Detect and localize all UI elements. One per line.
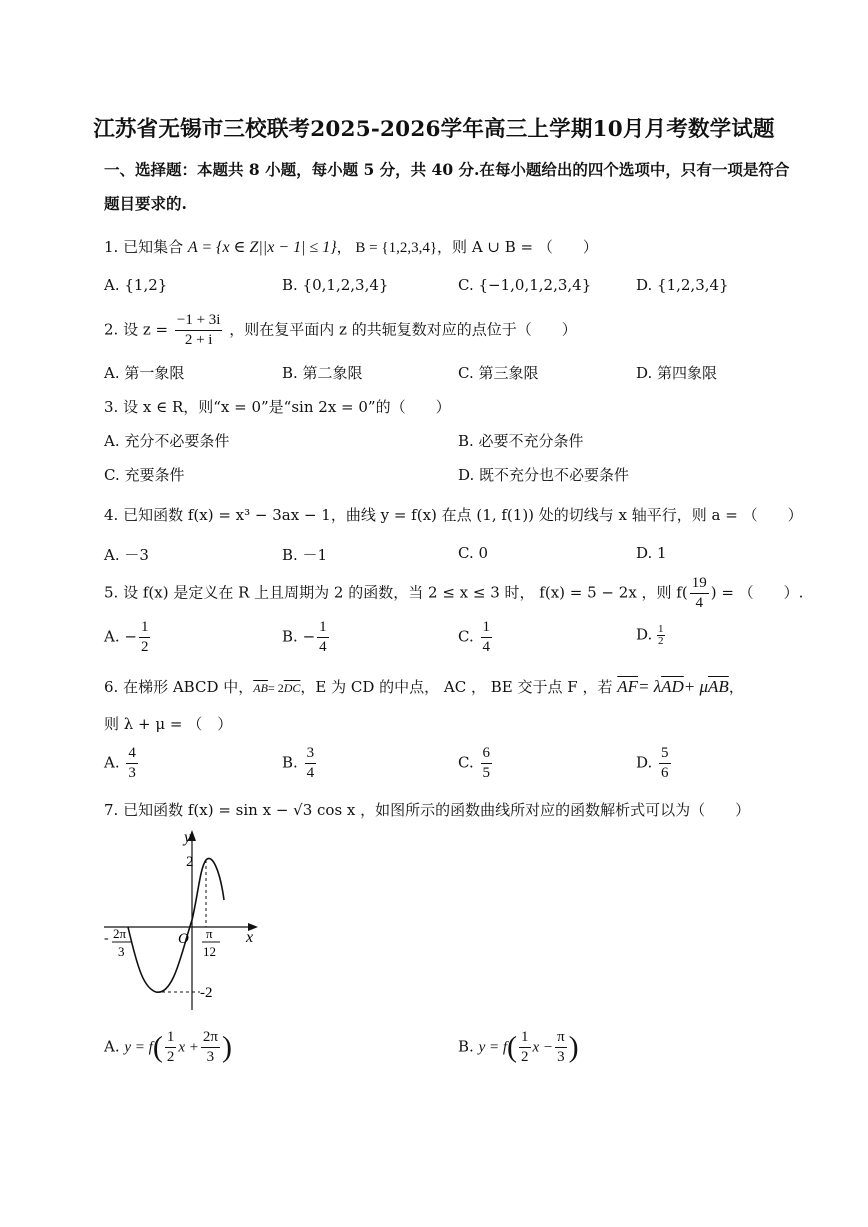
q7-option-b[interactable] [458, 1028, 579, 1067]
q6-option-a-frac [126, 744, 138, 783]
q7-option-a-rparen: ) [221, 1030, 232, 1064]
q6-vec-ab: $\overline{AB}$ [253, 681, 268, 695]
q7-option-a[interactable] [104, 1028, 232, 1067]
q5-option-b-frac [317, 618, 329, 657]
right-tick-num: π [206, 926, 213, 941]
q5-option-c-label: C. [458, 627, 474, 646]
q3-option-b[interactable]: B. 必要不充分条件 [458, 432, 584, 450]
q5-option-a-den: 2 [140, 639, 149, 655]
q3-option-a[interactable]: A. 充分不必要条件 [104, 432, 230, 450]
x-axis-label: x [246, 929, 254, 946]
q5-suffix: ) = （ ）. [710, 583, 804, 602]
q1-option-d[interactable]: D. {1,2,3,4} [636, 276, 729, 294]
q6-option-d[interactable] [636, 744, 673, 783]
q5-option-d-label: D. [636, 625, 653, 644]
q7-option-a-shift-num: 2π [201, 1028, 220, 1048]
q1-prefix: 1. 已知集合 [104, 238, 184, 256]
q6-plus-mu: + μ [683, 677, 709, 696]
q4-option-d[interactable]: D. 1 [636, 544, 667, 562]
q6-text-b: ，E 为 CD 的中点， AC ， BE 交于点 F ，若 [300, 678, 613, 696]
q6-option-a-label: A. [104, 753, 120, 772]
q6-vec-ad: $\overline{AD}$ [661, 677, 684, 696]
q1-option-a[interactable]: A. {1,2} [104, 276, 168, 294]
left-tick-num: 2π [113, 926, 127, 941]
q3-option-c[interactable]: C. 充要条件 [104, 466, 185, 484]
q7-option-b-shift [555, 1028, 567, 1067]
question-5 [104, 574, 803, 613]
q6-option-d-label: D. [636, 753, 653, 772]
q6-option-b-num: 3 [305, 744, 317, 764]
q5-option-b-label: B. [282, 627, 298, 646]
q7-option-b-coef-den: 2 [521, 1049, 529, 1065]
question-1 [104, 236, 598, 257]
left-tick-den: 3 [118, 944, 125, 959]
q2-denominator: 2 + i [184, 332, 213, 348]
q6-option-a-num: 4 [126, 744, 138, 764]
q4-option-c[interactable]: C. 0 [458, 544, 489, 562]
q5-option-a-label: A. [104, 627, 120, 646]
q7-option-b-pre: y = f [478, 1039, 508, 1056]
q6-option-a-den: 3 [128, 765, 136, 781]
q6-eq2: = λ [638, 677, 662, 696]
q7-option-a-shift [201, 1028, 220, 1067]
question-6-line2: 则 λ + μ = （ ） [104, 715, 233, 733]
q1-suffix: ，则 A ∪ B = （ ） [437, 238, 598, 256]
q5-option-c[interactable] [458, 618, 494, 657]
q7-option-a-coef [165, 1028, 177, 1067]
q2-option-a[interactable]: A. 第一象限 [104, 364, 185, 382]
q6-comma: ， [728, 678, 744, 696]
q5-option-a-frac [139, 618, 151, 657]
q5-option-d[interactable] [636, 624, 665, 647]
q6-option-b-label: B. [282, 753, 298, 772]
q5-option-c-frac [481, 618, 493, 657]
q6-option-c-label: C. [458, 753, 474, 772]
question-3: 3. 设 x ∈ R，则“x = 0”是“sin 2x = 0”的（ ） [104, 398, 451, 416]
q5-option-c-den: 4 [482, 639, 490, 655]
q7-option-a-coef-den: 2 [166, 1049, 175, 1065]
q2-option-b[interactable]: B. 第二象限 [282, 364, 363, 382]
q7-function-graph [96, 820, 276, 1020]
q6-option-b[interactable] [282, 744, 318, 783]
q6-option-d-num: 5 [659, 744, 671, 764]
exam-title: 江苏省无锡市三校联考2025-2026学年高三上学期10月月考数学试题 [93, 117, 775, 142]
q7-option-a-label: A. [104, 1037, 120, 1056]
q5-option-b-den: 4 [319, 639, 327, 655]
q7-option-a-pre: y = f [124, 1039, 153, 1056]
q6-vec-ab2: $\overline{AB}$ [708, 677, 729, 696]
q5-frac-den: 4 [695, 595, 703, 611]
q1-option-b[interactable]: B. {0,1,2,3,4} [282, 276, 389, 294]
left-tick-sign: - [104, 931, 109, 946]
q2-option-d[interactable]: D. 第四象限 [636, 364, 718, 382]
q2-option-c[interactable]: C. 第三象限 [458, 364, 539, 382]
q6-text-a: 6. 在梯形 ABCD 中， [104, 678, 254, 696]
q6-option-b-den: 4 [306, 765, 315, 781]
q2-fraction [175, 311, 223, 350]
y-min-label: -2 [200, 985, 213, 1001]
right-tick-den: 12 [203, 944, 216, 959]
q5-option-b-sign: − [302, 627, 316, 646]
q7-option-a-coef-num: 1 [165, 1028, 177, 1048]
q7-option-b-rparen: ) [568, 1030, 579, 1064]
q7-option-b-coef-num: 1 [519, 1028, 531, 1048]
q5-fraction [690, 574, 709, 613]
q1-set-b: ， B = {1,2,3,4} [336, 240, 438, 256]
q5-option-b[interactable] [282, 618, 331, 657]
q7-option-a-mid: x + [178, 1039, 199, 1056]
q5-frac-num: 19 [690, 574, 709, 594]
q5-option-d-den: 2 [658, 635, 664, 647]
q7-option-b-label: B. [458, 1037, 474, 1056]
q4-option-a[interactable]: A. －3 [104, 546, 149, 564]
q5-option-d-num: 1 [658, 623, 664, 635]
q1-option-c[interactable]: C. {−1,0,1,2,3,4} [458, 276, 592, 294]
q7-option-b-shift-num: π [555, 1028, 567, 1048]
q4-option-b[interactable]: B. －1 [282, 546, 328, 564]
q6-option-d-frac [659, 744, 671, 783]
q5-option-c-num: 1 [481, 618, 493, 638]
q2-prefix: 2. 设 z = [104, 320, 169, 339]
q6-option-c-num: 6 [481, 744, 493, 764]
section-heading-line1: 一、选择题：本题共 8 小题，每小题 5 分，共 40 分.在每小题给出的四个选项中，只有一项是符合 [104, 160, 790, 179]
question-6-line1 [104, 676, 744, 697]
q6-option-a[interactable] [104, 744, 140, 783]
q7-option-b-lparen: ( [507, 1030, 518, 1064]
question-2 [104, 311, 577, 350]
q5-option-d-frac [657, 624, 665, 647]
question-4: 4. 已知函数 f(x) = x³ − 3ax − 1，曲线 y = f(x) 在点 (1, f(1)) 处的切线与 x 轴平行，则 a = （ ） [104, 506, 803, 524]
q5-option-a-sign: − [124, 627, 137, 646]
q1-set-a: A = {x ∈ Z||x − 1| ≤ 1} [187, 239, 337, 256]
q5-option-b-num: 1 [317, 618, 329, 638]
q7-option-a-shift-den: 3 [206, 1049, 215, 1065]
q5-prefix: 5. 设 f(x) 是定义在 R 上且周期为 2 的函数，当 2 ≤ x ≤ 3 时， f(x) = 5 − 2x ，则 f( [104, 583, 688, 602]
q3-option-d[interactable]: D. 既不充分也不必要条件 [458, 466, 630, 484]
q6-vec-af: $\overline{AF}$ [617, 677, 639, 696]
q6-option-d-den: 6 [661, 765, 669, 781]
q2-numerator: −1 + 3i [175, 311, 223, 331]
q5-option-a-num: 1 [139, 618, 151, 638]
q6-vec-dc: $\overline{DC}$ [283, 681, 301, 695]
q6-option-c[interactable] [458, 744, 494, 783]
y-axis-label: y [184, 829, 192, 846]
q7-option-b-coef [519, 1028, 531, 1067]
q6-option-b-frac [305, 744, 317, 783]
origin-label: O [178, 931, 189, 947]
q7-option-b-shift-den: 3 [557, 1049, 565, 1065]
question-7: 7. 已知函数 f(x) = sin x − √3 cos x ，如图所示的函数曲线所对应的函数解析式可以为（ ） [104, 801, 751, 819]
q6-eq-mid: = 2 [267, 681, 284, 695]
section-heading-line2: 题目要求的. [104, 194, 187, 213]
q2-suffix: ，则在复平面内 z 的共轭复数对应的点位于（ ） [229, 320, 577, 339]
q6-option-c-den: 5 [482, 765, 490, 781]
q6-option-c-frac [481, 744, 493, 783]
q7-option-a-lparen: ( [152, 1030, 163, 1064]
y-max-label: 2 [186, 854, 194, 870]
q7-option-b-mid: x − [532, 1039, 554, 1056]
q5-option-a[interactable] [104, 618, 152, 657]
